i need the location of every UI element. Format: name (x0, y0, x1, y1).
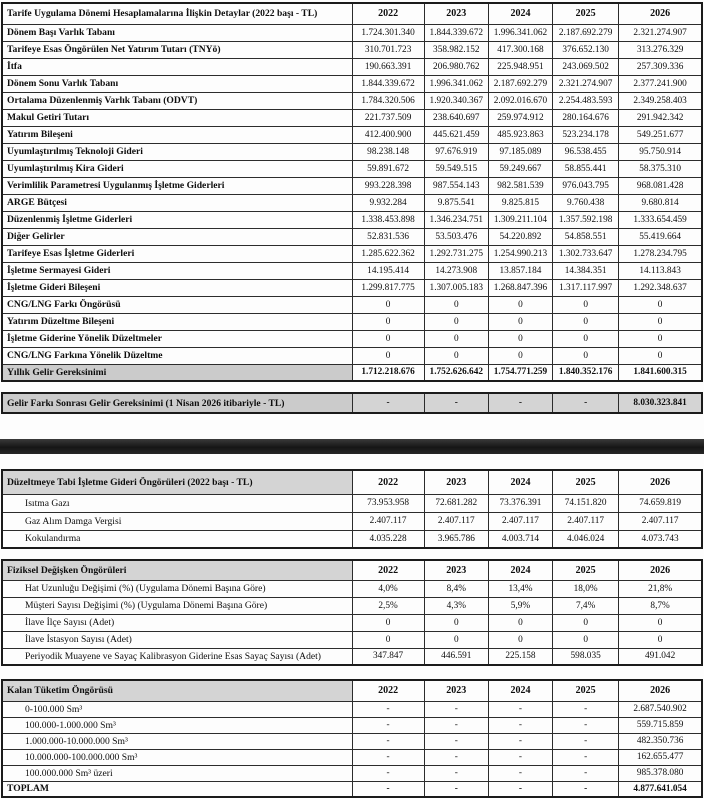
value-cell: - (352, 393, 424, 413)
value-cell: - (553, 393, 619, 413)
value-cell: 58.855.441 (553, 160, 619, 177)
value-cell: 5,9% (488, 597, 552, 614)
value-cell: 14.113.843 (619, 262, 702, 279)
table-row (2, 393, 702, 413)
value-cell: 1.292.731.275 (424, 245, 488, 262)
value-cell: 280.164.676 (553, 109, 619, 126)
table-row (2, 228, 702, 245)
value-cell: 446.591 (424, 648, 488, 665)
value-cell: 4.003.714 (488, 530, 552, 548)
value-cell: 1.317.117.997 (553, 279, 619, 296)
value-cell: 58.375.310 (619, 160, 702, 177)
value-cell: 1.920.340.367 (424, 92, 488, 109)
value-cell: 1.309.211.104 (488, 211, 552, 228)
table-row (2, 364, 702, 381)
value-cell: 9.825.815 (488, 194, 552, 211)
table-row (2, 126, 702, 143)
value-cell: 559.715.859 (619, 717, 702, 733)
value-cell: 523.234.178 (553, 126, 619, 143)
value-cell: 2.407.117 (424, 512, 488, 530)
value-cell: 0 (488, 313, 552, 330)
value-cell: 0 (619, 296, 702, 313)
value-cell: 73.376.391 (488, 494, 552, 512)
value-cell: 2.254.483.593 (553, 92, 619, 109)
value-cell: 982.581.539 (488, 177, 552, 194)
value-cell: 313.276.329 (619, 41, 702, 58)
value-cell: 9.760.438 (553, 194, 619, 211)
row-label: İtfa (2, 58, 352, 75)
value-cell: - (488, 393, 552, 413)
value-cell: 0 (619, 347, 702, 364)
value-cell: 54.220.892 (488, 228, 552, 245)
row-label: Periyodik Muayene ve Sayaç Kalibrasyon Giderine Esas Sayaç Sayısı (Adet) (2, 648, 352, 665)
value-cell: 95.750.914 (619, 143, 702, 160)
table-row (2, 781, 702, 797)
table-row (2, 109, 702, 126)
value-cell: - (352, 749, 424, 765)
table-row (2, 58, 702, 75)
value-cell: 0 (488, 614, 552, 631)
value-cell: 52.831.536 (352, 228, 424, 245)
year-header: 2024 (488, 560, 552, 580)
table-row (2, 75, 702, 92)
table-row (2, 177, 702, 194)
value-cell: 987.554.143 (424, 177, 488, 194)
value-cell: 0 (553, 614, 619, 631)
table-row (2, 313, 702, 330)
value-cell: - (488, 781, 552, 797)
value-cell: 0 (553, 347, 619, 364)
row-label: TOPLAM (2, 781, 352, 797)
row-label: Yatırım Bileşeni (2, 126, 352, 143)
row-label: 10.000.000-100.000.000 Sm³ (2, 749, 352, 765)
year-header: 2024 (488, 3, 552, 24)
value-cell: 0 (488, 631, 552, 648)
value-cell: 21,8% (619, 580, 702, 597)
value-cell: 259.974.912 (488, 109, 552, 126)
table-row (2, 296, 702, 313)
value-cell: - (352, 717, 424, 733)
table-row (2, 194, 702, 211)
value-cell: 0 (553, 296, 619, 313)
value-cell: 310.701.723 (352, 41, 424, 58)
header-row (2, 3, 702, 24)
value-cell: 9.932.284 (352, 194, 424, 211)
value-cell: 1.299.817.775 (352, 279, 424, 296)
value-cell: 0 (488, 347, 552, 364)
value-cell: 1.357.592.198 (553, 211, 619, 228)
year-header: 2024 (488, 680, 552, 701)
value-cell: 2.407.117 (553, 512, 619, 530)
year-header: 2025 (553, 680, 619, 701)
row-label: ARGE Bütçesi (2, 194, 352, 211)
value-cell: 2.687.540.902 (619, 701, 702, 717)
section-divider-bar (0, 439, 704, 454)
value-cell: 993.228.398 (352, 177, 424, 194)
header-row (2, 680, 702, 701)
value-cell: 257.309.336 (619, 58, 702, 75)
row-label: Müşteri Sayısı Değişimi (%) (Uygulama Dönemi Başına Göre) (2, 597, 352, 614)
value-cell: - (352, 701, 424, 717)
table-row (2, 211, 702, 228)
value-cell: - (424, 765, 488, 781)
year-header: 2023 (424, 680, 488, 701)
value-cell: 2.407.117 (352, 512, 424, 530)
value-cell: - (424, 781, 488, 797)
table-row (2, 512, 702, 530)
value-cell: 4.035.228 (352, 530, 424, 548)
table-row (2, 631, 702, 648)
value-cell: 1.278.234.795 (619, 245, 702, 262)
value-cell: 491.042 (619, 648, 702, 665)
value-cell: 96.538.455 (553, 143, 619, 160)
value-cell: 0 (424, 330, 488, 347)
value-cell: 206.980.762 (424, 58, 488, 75)
table-row (2, 279, 702, 296)
value-cell: - (352, 733, 424, 749)
row-label: 100.000-1.000.000 Sm³ (2, 717, 352, 733)
value-cell: - (488, 765, 552, 781)
value-cell: 347.847 (352, 648, 424, 665)
value-cell: 4.046.024 (553, 530, 619, 548)
value-cell: 53.503.476 (424, 228, 488, 245)
table-body (2, 3, 702, 381)
value-cell: 0 (619, 631, 702, 648)
value-cell: 243.069.502 (553, 58, 619, 75)
value-cell: - (553, 733, 619, 749)
row-label: Ortalama Düzenlenmiş Varlık Tabanı (ODVT) (2, 92, 352, 109)
value-cell: - (352, 781, 424, 797)
value-cell: 1.840.352.176 (553, 364, 619, 381)
year-header: 2022 (352, 3, 424, 24)
year-header: 2022 (352, 560, 424, 580)
year-header: 2022 (352, 470, 424, 494)
value-cell: 98.238.148 (352, 143, 424, 160)
gelir-farki-sonrasi-table (1, 392, 703, 414)
value-cell: 1.754.771.259 (488, 364, 552, 381)
table-row (2, 530, 702, 548)
value-cell: 18,0% (553, 580, 619, 597)
row-label: Dönem Başı Varlık Tabanı (2, 24, 352, 41)
value-cell: 0 (352, 347, 424, 364)
value-cell: 73.953.958 (352, 494, 424, 512)
row-label: Verimlilik Parametresi Uygulanmış İşletme Giderleri (2, 177, 352, 194)
value-cell: - (352, 765, 424, 781)
value-cell: 14.384.351 (553, 262, 619, 279)
row-label: Isıtma Gazı (2, 494, 352, 512)
value-cell: - (488, 733, 552, 749)
table-row (2, 347, 702, 364)
row-label: Yıllık Gelir Gereksinimi (2, 364, 352, 381)
year-header: 2025 (553, 470, 619, 494)
table-row (2, 701, 702, 717)
table-title: Fiziksel Değişken Öngörüleri (2, 560, 352, 580)
value-cell: 54.858.551 (553, 228, 619, 245)
value-cell: 14.273.908 (424, 262, 488, 279)
year-header: 2022 (352, 680, 424, 701)
row-label: Düzenlenmiş İşletme Giderleri (2, 211, 352, 228)
value-cell: 2.407.117 (619, 512, 702, 530)
value-cell: - (424, 393, 488, 413)
value-cell: 1.307.005.183 (424, 279, 488, 296)
value-cell: - (488, 701, 552, 717)
header-row (2, 560, 702, 580)
year-header: 2026 (619, 560, 702, 580)
table-body (2, 560, 702, 665)
value-cell: 162.655.477 (619, 749, 702, 765)
year-header: 2023 (424, 470, 488, 494)
row-label: Dönem Sonu Varlık Tabanı (2, 75, 352, 92)
table-row (2, 41, 702, 58)
value-cell: 1.712.218.676 (352, 364, 424, 381)
value-cell: 74.151.820 (553, 494, 619, 512)
value-cell: - (553, 749, 619, 765)
value-cell: 358.982.152 (424, 41, 488, 58)
value-cell: 1.844.339.672 (352, 75, 424, 92)
value-cell: 9.680.814 (619, 194, 702, 211)
value-cell: 8,7% (619, 597, 702, 614)
year-header: 2023 (424, 3, 488, 24)
value-cell: 0 (424, 614, 488, 631)
value-cell: 2.321.274.907 (619, 24, 702, 41)
value-cell: 1.841.600.315 (619, 364, 702, 381)
value-cell: 417.300.168 (488, 41, 552, 58)
value-cell: 482.350.736 (619, 733, 702, 749)
value-cell: - (424, 749, 488, 765)
row-label: İşletme Gideri Bileşeni (2, 279, 352, 296)
row-label: Makul Getiri Tutarı (2, 109, 352, 126)
value-cell: 0 (619, 330, 702, 347)
value-cell: 4,3% (424, 597, 488, 614)
value-cell: 1.292.348.637 (619, 279, 702, 296)
value-cell: 2.377.241.900 (619, 75, 702, 92)
value-cell: 1.268.847.396 (488, 279, 552, 296)
row-label: 1.000.000-10.000.000 Sm³ (2, 733, 352, 749)
value-cell: 4,0% (352, 580, 424, 597)
row-label: Kokulandırma (2, 530, 352, 548)
value-cell: 59.891.672 (352, 160, 424, 177)
fiziksel-degisken-ongoruleri-table (1, 559, 703, 666)
year-header: 2024 (488, 470, 552, 494)
table-row (2, 614, 702, 631)
value-cell: - (424, 733, 488, 749)
year-header: 2025 (553, 3, 619, 24)
table-title: Tarife Uygulama Dönemi Hesaplamalarına İlişkin Detaylar (2022 başı - TL) (2, 3, 352, 24)
table-body (2, 393, 702, 413)
value-cell: 2,5% (352, 597, 424, 614)
value-cell: 13,4% (488, 580, 552, 597)
value-cell: 238.640.697 (424, 109, 488, 126)
value-cell: 0 (424, 631, 488, 648)
value-cell: 1.752.626.642 (424, 364, 488, 381)
value-cell: 8.030.323.841 (619, 393, 702, 413)
row-label: İlave İstasyon Sayısı (Adet) (2, 631, 352, 648)
value-cell: 221.737.509 (352, 109, 424, 126)
value-cell: - (424, 717, 488, 733)
value-cell: 14.195.414 (352, 262, 424, 279)
table-title: Düzeltmeye Tabi İşletme Gideri Öngörüleri (2022 başı - TL) (2, 470, 352, 494)
row-label: Yatırım Düzeltme Bileşeni (2, 313, 352, 330)
value-cell: 412.400.900 (352, 126, 424, 143)
value-cell: - (553, 701, 619, 717)
value-cell: 968.081.428 (619, 177, 702, 194)
value-cell: 1.844.339.672 (424, 24, 488, 41)
value-cell: 1.724.301.340 (352, 24, 424, 41)
row-label: CNG/LNG Farkı Öngörüsü (2, 296, 352, 313)
table-row (2, 92, 702, 109)
row-label: İlave İlçe Sayısı (Adet) (2, 614, 352, 631)
value-cell: 0 (424, 313, 488, 330)
value-cell: 1.996.341.062 (488, 24, 552, 41)
year-header: 2026 (619, 680, 702, 701)
value-cell: 190.663.391 (352, 58, 424, 75)
value-cell: 1.333.654.459 (619, 211, 702, 228)
row-label: İşletme Sermayesi Gideri (2, 262, 352, 279)
table-body (2, 680, 702, 797)
value-cell: 2.187.692.279 (553, 24, 619, 41)
value-cell: 4.073.743 (619, 530, 702, 548)
row-label: Hat Uzunluğu Değişimi (%) (Uygulama Dönemi Başına Göre) (2, 580, 352, 597)
value-cell: 225.948.951 (488, 58, 552, 75)
row-label: 100.000.000 Sm³ üzeri (2, 765, 352, 781)
value-cell: 0 (352, 614, 424, 631)
value-cell: 985.378.080 (619, 765, 702, 781)
value-cell: - (424, 701, 488, 717)
value-cell: 376.652.130 (553, 41, 619, 58)
value-cell: 0 (352, 296, 424, 313)
table-body (2, 470, 702, 548)
value-cell: - (553, 717, 619, 733)
value-cell: 9.875.541 (424, 194, 488, 211)
value-cell: 1.346.234.751 (424, 211, 488, 228)
value-cell: 976.043.795 (553, 177, 619, 194)
row-label: Diğer Gelirler (2, 228, 352, 245)
value-cell: 0 (488, 296, 552, 313)
value-cell: 97.676.919 (424, 143, 488, 160)
header-row (2, 470, 702, 494)
value-cell: 1.302.733.647 (553, 245, 619, 262)
table-row (2, 749, 702, 765)
table-row (2, 494, 702, 512)
value-cell: 598.035 (553, 648, 619, 665)
row-label: Gaz Alım Damga Vergisi (2, 512, 352, 530)
value-cell: 97.185.089 (488, 143, 552, 160)
value-cell: 0 (553, 313, 619, 330)
value-cell: 0 (352, 313, 424, 330)
value-cell: 445.621.459 (424, 126, 488, 143)
row-label: Tarifeye Esas İşletme Giderleri (2, 245, 352, 262)
value-cell: 0 (488, 330, 552, 347)
value-cell: 72.681.282 (424, 494, 488, 512)
value-cell: 2.321.274.907 (553, 75, 619, 92)
table-row (2, 733, 702, 749)
value-cell: - (553, 781, 619, 797)
table-row (2, 597, 702, 614)
value-cell: 7,4% (553, 597, 619, 614)
value-cell: 1.784.320.506 (352, 92, 424, 109)
value-cell: 1.254.990.213 (488, 245, 552, 262)
tarife-hesaplama-detaylari-table (1, 2, 703, 382)
value-cell: 4.877.641.054 (619, 781, 702, 797)
row-label: Tarifeye Esas Öngörülen Net Yatırım Tutarı (TNYö) (2, 41, 352, 58)
row-label: Uyumlaştırılmış Kira Gideri (2, 160, 352, 177)
value-cell: 55.419.664 (619, 228, 702, 245)
row-label: İşletme Giderine Yönelik Düzeltmeler (2, 330, 352, 347)
value-cell: 0 (553, 330, 619, 347)
value-cell: 0 (352, 330, 424, 347)
table-row (2, 765, 702, 781)
value-cell: 1.285.622.362 (352, 245, 424, 262)
year-header: 2026 (619, 470, 702, 494)
value-cell: 1.996.341.062 (424, 75, 488, 92)
table-row (2, 330, 702, 347)
value-cell: 2.349.258.403 (619, 92, 702, 109)
value-cell: 0 (424, 347, 488, 364)
table-row (2, 143, 702, 160)
value-cell: 225.158 (488, 648, 552, 665)
value-cell: - (553, 765, 619, 781)
value-cell: 0 (424, 296, 488, 313)
value-cell: 549.251.677 (619, 126, 702, 143)
row-label: CNG/LNG Farkına Yönelik Düzeltme (2, 347, 352, 364)
kalan-tuketim-ongorusu-table (1, 679, 703, 798)
value-cell: 74.659.819 (619, 494, 702, 512)
row-label: 0-100.000 Sm³ (2, 701, 352, 717)
value-cell: 1.338.453.898 (352, 211, 424, 228)
year-header: 2026 (619, 3, 702, 24)
table-row (2, 648, 702, 665)
value-cell: 0 (619, 313, 702, 330)
row-label: Gelir Farkı Sonrası Gelir Gereksinimi (1 Nisan 2026 itibariyle - TL) (2, 393, 352, 413)
value-cell: 59.549.515 (424, 160, 488, 177)
table-title: Kalan Tüketim Öngörüsü (2, 680, 352, 701)
row-label: Uyumlaştırılmış Teknoloji Gideri (2, 143, 352, 160)
table-row (2, 262, 702, 279)
value-cell: - (488, 717, 552, 733)
value-cell: 8,4% (424, 580, 488, 597)
value-cell: 3.965.786 (424, 530, 488, 548)
year-header: 2025 (553, 560, 619, 580)
value-cell: 59.249.667 (488, 160, 552, 177)
table-row (2, 24, 702, 41)
table-row (2, 245, 702, 262)
value-cell: 0 (553, 631, 619, 648)
value-cell: 2.187.692.279 (488, 75, 552, 92)
value-cell: 2.407.117 (488, 512, 552, 530)
value-cell: - (488, 749, 552, 765)
table-row (2, 160, 702, 177)
value-cell: 0 (619, 614, 702, 631)
value-cell: 0 (352, 631, 424, 648)
value-cell: 485.923.863 (488, 126, 552, 143)
duzeltmeye-tabi-isletme-gideri-table (1, 469, 703, 549)
table-row (2, 580, 702, 597)
value-cell: 2.092.016.670 (488, 92, 552, 109)
year-header: 2023 (424, 560, 488, 580)
value-cell: 291.942.342 (619, 109, 702, 126)
table-row (2, 717, 702, 733)
value-cell: 13.857.184 (488, 262, 552, 279)
